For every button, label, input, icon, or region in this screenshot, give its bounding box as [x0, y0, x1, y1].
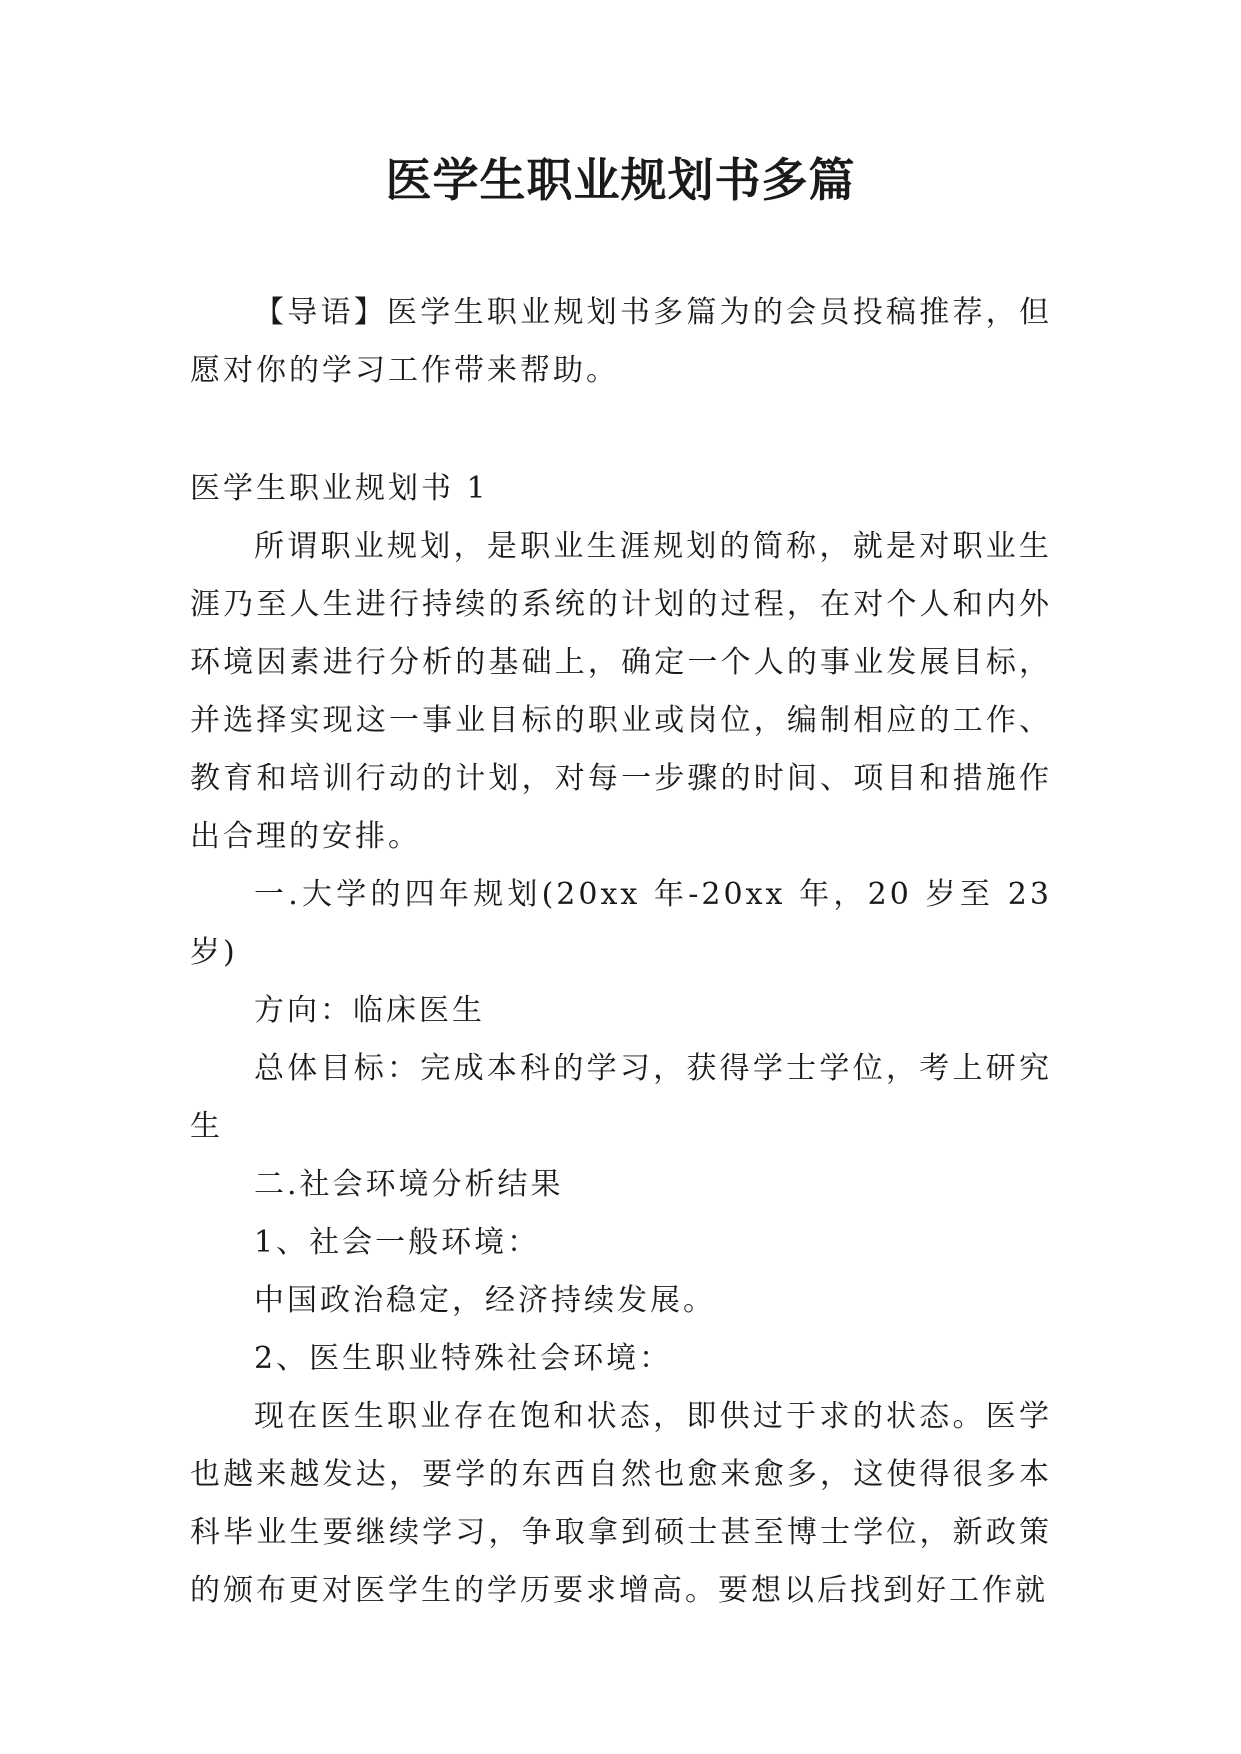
spacer	[190, 400, 1052, 460]
document-title: 医学生职业规划书多篇	[385, 153, 856, 207]
paragraph-four-year-plan: 一.大学的四年规划(20xx 年-20xx 年，20 岁至 23 岁)	[190, 877, 1052, 970]
paragraph-definition: 所谓职业规划，是职业生涯规划的简称，就是对职业生涯乃至人生进行持续的系统的计划的过程，在对个人和内外环境因素进行分析的基础上，确定一个人的事业发展目标，并选择实现这一事业目标的职业或岗位，编制相应的工作、教育和培训行动的计划，对每一步骤的时间、项目和措施作出合理的安排。	[190, 529, 1052, 854]
paragraph-special-env-detail: 现在医生职业存在饱和状态，即供过于求的状态。医学也越来越发达，要学的东西自然也愈来愈多，这使得很多本科毕业生要继续学习，争取拿到硕士甚至博士学位，新政策的颁布更对医学生的学历要求增高。要想以后找到好工作就	[190, 1399, 1052, 1608]
document-body	[190, 284, 1052, 1620]
paragraph-direction: 方向：临床医生	[254, 993, 485, 1028]
intro-paragraph: 【导语】医学生职业规划书多篇为的会员投稿推荐，但愿对你的学习工作带来帮助。	[190, 295, 1052, 388]
paragraph-social-analysis: 二.社会环境分析结果	[254, 1167, 564, 1202]
paragraph-general-env: 1、社会一般环境：	[254, 1225, 541, 1260]
paragraph-general-env-detail: 中国政治稳定，经济持续发展。	[254, 1283, 716, 1318]
paragraph-special-env: 2、医生职业特殊社会环境：	[254, 1341, 673, 1376]
section-heading: 医学生职业规划书 1	[190, 471, 489, 506]
paragraph-overall-goal: 总体目标：完成本科的学习，获得学士学位，考上研究生	[190, 1051, 1052, 1144]
